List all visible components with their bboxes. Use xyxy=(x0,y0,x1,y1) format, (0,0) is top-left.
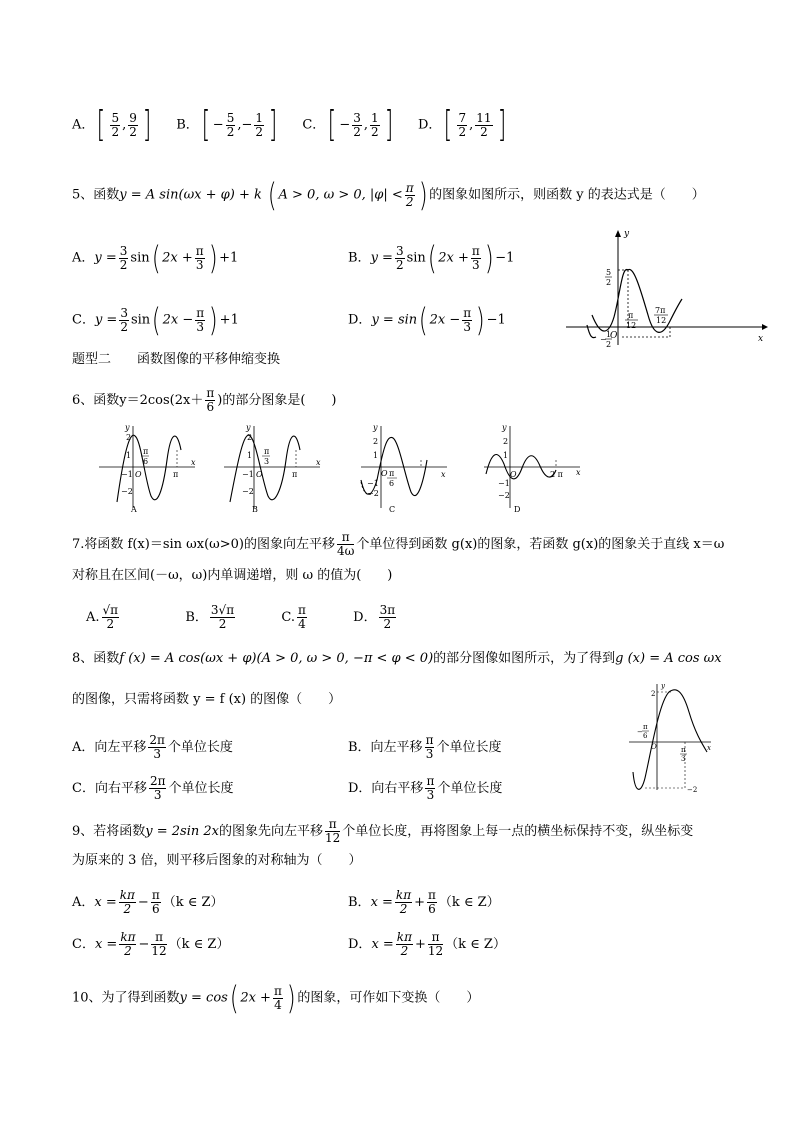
q6-d-tick-m1: −1 xyxy=(498,479,510,488)
q5-graph-x1-num: π xyxy=(628,311,634,320)
q6-d-origin: O xyxy=(510,470,517,479)
q4-option-b-label: B． xyxy=(176,117,199,133)
q6-a-origin: O xyxy=(135,470,142,479)
q6-b-tick-2: 2 xyxy=(247,433,253,442)
q6-a-xtick-num: π xyxy=(143,447,149,456)
q6-a-y-label: y xyxy=(125,423,130,432)
q6-c-x-label: x xyxy=(441,470,446,479)
q5-graph-x-label: x xyxy=(758,334,764,344)
q4-option-a-label: A． xyxy=(72,117,95,133)
q8-option-d: D．向右平移 $\frac{\pi}{3}$ 个单位长度 xyxy=(348,774,503,802)
q6-b-tick-m2: −2 xyxy=(242,487,254,496)
q5-graph-y-label: y xyxy=(624,229,630,239)
section-title: 题型二 函数图像的平移伸缩变换 xyxy=(72,352,281,367)
q6-a-tick-2: 2 xyxy=(126,433,132,442)
q5-graph-x2-den: 12 xyxy=(656,316,667,325)
q6-d-tick-2: 2 xyxy=(503,437,509,446)
q6-c-tick-m1: −1 xyxy=(367,479,379,488)
q5-stem: 5、函数y = A sin(ωx + φ) + k ( A > 0, ω > 0, |φ| < $\frac{\pi}{2}$ ) 的图象如图所示，则函数 y 的表达式是（ ） xyxy=(72,176,705,214)
q10-stem: 10、为了得到函数y = cos( 2x + $\frac{\pi}{4}$ ) 的图象，可作如下变换（ ） xyxy=(72,979,480,1017)
q6-a-tick-m2: −2 xyxy=(121,487,133,496)
q7-option-c-label: C. xyxy=(281,610,295,625)
q6-b-xtick-den: 3 xyxy=(264,457,270,466)
q6-graph-d[interactable] xyxy=(484,423,581,514)
q6-graphs xyxy=(95,420,585,515)
q7-stem-line1: 7.将函数 f(x)＝sin ωx(ω>0)的图象向左平移 $\frac{\pi}{4\omega}$ 个单位得到函数 g(x)的图象，若函数 g(x)的图象关于直线 x＝ω xyxy=(72,530,725,558)
q7-stem-line2: 对称且在区间(－ω，ω)内单调递增，则 ω 的值为( ) xyxy=(72,568,393,583)
q8-option-b: B．向左平移 $\frac{\pi}{3}$ 个单位长度 xyxy=(348,733,502,761)
q6-d-xtick-2pi: 2 π xyxy=(550,470,563,479)
q7-options: A. $\frac{√\pi}{2}$ B． $\frac{3√\pi}{2}$ C. $\frac{\pi}{4}$ D． $\frac{3\pi}{2}$ xyxy=(86,603,396,631)
q8-graph-neg-den: 6 xyxy=(643,732,648,740)
q6-a-xtick-pi: π xyxy=(173,470,179,479)
q7-option-a-label: A. xyxy=(86,610,100,625)
q6-d-tick-1: 1 xyxy=(503,451,509,460)
q5-graph-ymax-num: 5 xyxy=(606,268,612,277)
q4-option-c-label: C． xyxy=(302,117,326,133)
q7-option-d-label: D． xyxy=(353,610,377,625)
q6-b-tick-m1: −1 xyxy=(242,470,254,479)
q5-graph-ymax-den: 2 xyxy=(606,278,612,287)
q6-d-label: D xyxy=(514,505,521,514)
q8-graph-x-label: x xyxy=(707,744,711,752)
q5-option-c: C．y = $\frac{3}{2}$ sin( 2x − $\frac{\pi}{3}$ ) +1 xyxy=(72,301,239,339)
q6-c-tick-1: 1 xyxy=(373,451,379,460)
q6-graph-a[interactable] xyxy=(99,423,196,514)
q9-option-a: A．x = $\frac{k\pi}{2}$ − $\frac{\pi}{6}$ （k ∈ Z） xyxy=(72,888,224,916)
q6-c-tick-2: 2 xyxy=(373,437,379,446)
q8-graph-top-label: 2 xyxy=(651,690,656,698)
q8-graph-pos-den: 3 xyxy=(681,755,686,763)
q8-graph xyxy=(625,682,715,794)
q6-d-tick-m2: −2 xyxy=(498,491,510,500)
q5-graph-ymin-sign: − xyxy=(600,335,607,344)
q6-b-xtick-num: π xyxy=(264,447,270,456)
q8-graph-pos-num: π xyxy=(681,746,686,754)
q6-a-xtick-den: 6 xyxy=(143,457,149,466)
q8-option-a: A．向左平移 $\frac{2\pi}{3}$ 个单位长度 xyxy=(72,733,233,761)
q8-graph-origin: O xyxy=(651,743,657,751)
q6-b-x-label: x xyxy=(316,458,321,467)
q6-b-y-label: y xyxy=(246,423,251,432)
q6-a-tick-m1: −1 xyxy=(121,470,133,479)
q9-stem-line2: 为原来的 3 倍，则平移后图象的对称轴为（ ） xyxy=(72,853,362,868)
q6-b-label: B xyxy=(252,505,258,514)
q7-option-b-label: B． xyxy=(185,610,208,625)
q8-option-c: C．向右平移 $\frac{2\pi}{3}$ 个单位长度 xyxy=(72,774,234,802)
q6-c-origin: O xyxy=(381,469,388,478)
q6-d-y-label: y xyxy=(502,423,507,432)
q5-option-a: A．y = $\frac{3}{2}$ sin( 2x + $\frac{\pi}{3}$ ) +1 xyxy=(72,239,239,277)
q6-c-label: C xyxy=(389,505,396,514)
q6-c-xtick-den: 6 xyxy=(389,479,395,488)
q8-graph-bottom-label: −2 xyxy=(687,786,698,794)
q5-graph-ymin-num: 1 xyxy=(606,330,612,339)
q6-stem: 6、函数y＝2cos(2x＋ $\frac{\pi}{6}$ )的部分图象是( ) xyxy=(72,386,337,414)
q8-graph-neg-num: π xyxy=(643,723,648,731)
q9-stem-line1: 9、若将函数y = 2sin 2x的图象先向左平移 $\frac{\pi}{12}$ 个单位长度，再将图象上每一点的横坐标保持不变，纵坐标变 xyxy=(72,817,694,845)
q5-graph-x1-den: 12 xyxy=(626,321,637,330)
q4-option-d-label: D． xyxy=(418,117,442,133)
q6-c-tick-m2: −2 xyxy=(367,489,379,498)
q6-a-tick-1: 1 xyxy=(126,451,132,460)
q8-stem-line1: 8、函数f (x) = A cos(ωx + φ)(A > 0, ω > 0, −π < φ < 0)的部分图像如图所示，为了得到g (x) = A cos ωx xyxy=(72,651,722,666)
q8-graph-neg-sign: − xyxy=(637,728,643,736)
q4-options: A．[ $\frac{5}{2}$ , $\frac{9}{2}$ ] B．[ − $\frac{5}{2}$ ,− $\frac{1}{2}$ ] C．[ − $\frac{3}{2}$ , $\frac{1}{2}$ ] D．[ $\frac{7}{2}$ , $\frac{11}{2}$ ] xyxy=(72,104,506,145)
q5-option-b: B．y = $\frac{3}{2}$ sin( 2x + $\frac{\pi}{3}$ ) −1 xyxy=(348,239,515,277)
q6-c-y-label: y xyxy=(373,423,378,432)
q9-option-d: D．x = $\frac{k\pi}{2}$ + $\frac{\pi}{12}$ （k ∈ Z） xyxy=(348,930,506,958)
q5-graph xyxy=(562,225,772,350)
q6-graph-c[interactable] xyxy=(361,423,447,514)
q6-a-label: A xyxy=(131,505,137,514)
q5-graph-x2-num: 7π xyxy=(655,306,666,315)
q6-c-xtick-num: π xyxy=(389,469,395,478)
q9-option-b: B．x = $\frac{k\pi}{2}$ + $\frac{\pi}{6}$ （k ∈ Z） xyxy=(348,888,500,916)
q5-option-d: D．y = sin( 2x − $\frac{\pi}{3}$ ) −1 xyxy=(348,301,506,339)
q9-option-c: C．x = $\frac{k\pi}{2}$ − $\frac{\pi}{12}$ （k ∈ Z） xyxy=(72,930,230,958)
q6-graph-b[interactable] xyxy=(224,423,321,514)
q6-d-x-label: x xyxy=(576,468,581,477)
q6-a-x-label: x xyxy=(191,458,196,467)
q5-graph-ymin-den: 2 xyxy=(606,340,612,349)
q8-graph-y-label: y xyxy=(661,682,665,690)
q8-stem-line2: 的图像，只需将函数 y = f (x) 的图像（ ） xyxy=(72,692,342,707)
q6-b-tick-1: 1 xyxy=(247,451,253,460)
q5-graph-origin: O xyxy=(610,331,618,341)
q6-b-xtick-pi: π xyxy=(292,470,298,479)
q6-b-origin: O xyxy=(256,470,263,479)
